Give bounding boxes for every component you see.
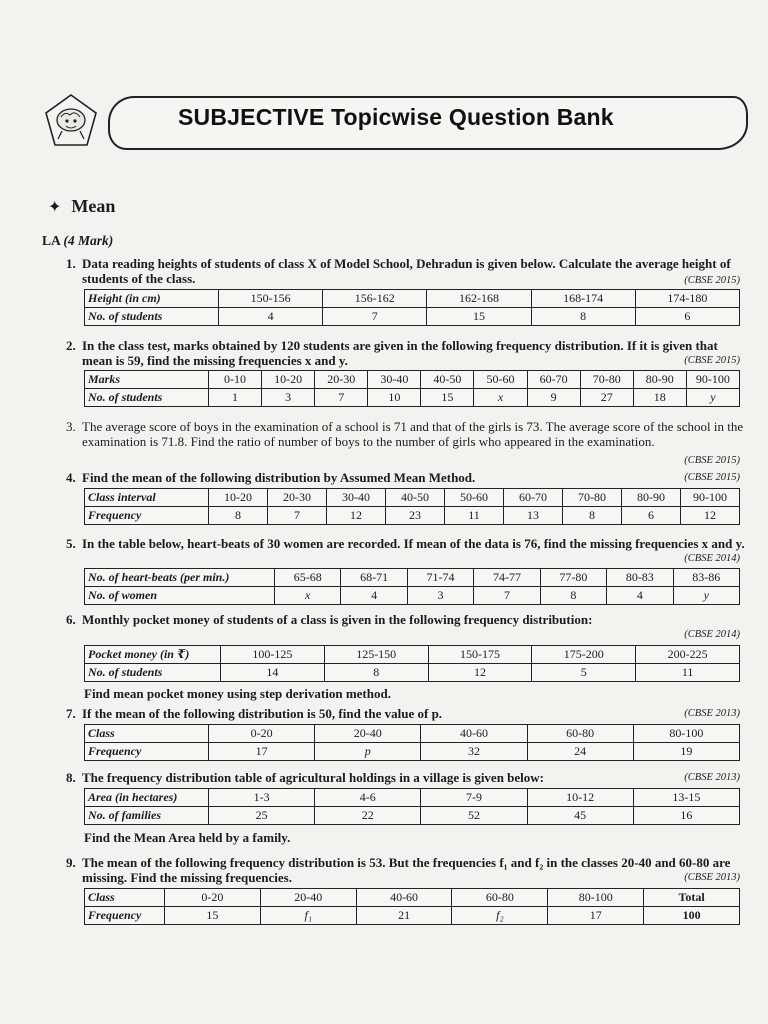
table-cell: 50-60: [445, 489, 504, 507]
table-cell: 80-90: [633, 371, 686, 389]
table-cell: Area (in hectares): [85, 789, 209, 807]
table-row: [85, 907, 740, 925]
question-text: The mean of the following frequency distribution is 53. But the frequencies f₁ and f₂ in the classes 20-40 and 60-80 are missing. Find the missing frequencies.: [82, 855, 731, 885]
table-cell: 175-200: [532, 646, 636, 664]
table-cell: Class interval: [85, 489, 209, 507]
table-cell: 7-9: [421, 789, 527, 807]
table-cell: Class: [85, 725, 209, 743]
table-cell: 52: [421, 807, 527, 825]
question-9: [66, 855, 746, 885]
question-1-source: (CBSE 2015): [684, 275, 740, 286]
sublabel-text: LA: [42, 233, 61, 248]
question-8-source: (CBSE 2013): [684, 772, 740, 783]
table-cell: 9: [527, 389, 580, 407]
table-row: [85, 308, 740, 326]
question-number: 5.: [66, 536, 76, 551]
table-cell: 30-40: [327, 489, 386, 507]
table-cell: 25: [209, 807, 315, 825]
table-cell: 16: [633, 807, 739, 825]
table-cell: 17: [209, 743, 315, 761]
table-cell: 150-175: [428, 646, 532, 664]
table-row: [85, 489, 740, 507]
table-row: [85, 725, 740, 743]
question-2-source: (CBSE 2015): [684, 355, 740, 366]
table-cell: 11: [445, 507, 504, 525]
question-5-table: [84, 568, 740, 605]
table-cell: 15: [165, 907, 261, 925]
table-cell: 4: [341, 587, 407, 605]
question-number: 2.: [66, 338, 76, 353]
table-cell: 162-168: [427, 290, 531, 308]
section-heading: [48, 196, 115, 217]
table-cell: 0-10: [209, 371, 262, 389]
table-cell: 71-74: [407, 569, 473, 587]
question-text: Monthly pocket money of students of a class is given in the following frequency distribution:: [82, 612, 593, 627]
table-cell: 18: [633, 389, 686, 407]
table-cell: No. of heart-beats (per min.): [85, 569, 275, 587]
question-text: Find the mean of the following distribution by Assumed Mean Method.: [82, 470, 476, 485]
table-cell: 0-20: [165, 889, 261, 907]
table-cell: 40-50: [386, 489, 445, 507]
table-cell: Pocket money (in ₹): [85, 646, 221, 664]
question-9-table: [84, 888, 740, 925]
table-cell: 4: [219, 308, 323, 326]
table-cell: 10-20: [262, 371, 315, 389]
table-cell: 65-68: [275, 569, 341, 587]
table-cell: Frequency: [85, 743, 209, 761]
table-cell: 5: [532, 664, 636, 682]
table-row: [85, 389, 740, 407]
table-cell: 8: [324, 664, 428, 682]
table-cell: 4-6: [315, 789, 421, 807]
table-cell: 90-100: [681, 489, 740, 507]
question-7: [66, 706, 746, 721]
table-cell: 23: [386, 507, 445, 525]
table-cell: p: [315, 743, 421, 761]
question-7-source: (CBSE 2013): [684, 708, 740, 719]
table-cell: 10-12: [527, 789, 633, 807]
table-cell: 45: [527, 807, 633, 825]
table-cell: 80-90: [622, 489, 681, 507]
table-cell: 60-80: [527, 725, 633, 743]
question-6: [66, 612, 746, 627]
table-cell: 11: [636, 664, 740, 682]
sublabel-marks: (4 Mark): [63, 233, 114, 248]
table-row: [85, 507, 740, 525]
table-cell: 60-70: [504, 489, 563, 507]
table-cell: 15: [427, 308, 531, 326]
table-cell: 70-80: [563, 489, 622, 507]
question-4-source: (CBSE 2015): [684, 472, 740, 483]
question-5-source: (CBSE 2014): [684, 553, 740, 564]
question-5: [66, 536, 746, 551]
table-cell: Marks: [85, 371, 209, 389]
table-cell: 80-100: [633, 725, 739, 743]
table-cell: 150-156: [219, 290, 323, 308]
question-9-source: (CBSE 2013): [684, 872, 740, 883]
table-cell: f₁: [260, 907, 356, 925]
table-cell: 1-3: [209, 789, 315, 807]
table-cell: Class: [85, 889, 165, 907]
question-6-source: (CBSE 2014): [684, 629, 740, 640]
table-cell: 6: [635, 308, 739, 326]
table-cell: f₂: [452, 907, 548, 925]
table-cell: 3: [407, 587, 473, 605]
question-8-followup: Find the Mean Area held by a family.: [84, 830, 291, 845]
question-number: 8.: [66, 770, 76, 785]
question-4: [66, 470, 746, 485]
table-cell: 70-80: [580, 371, 633, 389]
table-cell: y: [686, 389, 739, 407]
question-number: 1.: [66, 256, 76, 271]
table-cell: 30-40: [368, 371, 421, 389]
table-cell: 3: [262, 389, 315, 407]
table-cell: 8: [540, 587, 606, 605]
table-cell: 20-30: [315, 371, 368, 389]
question-text: Data reading heights of students of class X of Model School, Dehradun is given below. Calculate the average height of students of the class.: [82, 256, 731, 286]
table-cell: 12: [327, 507, 386, 525]
question-1: [66, 256, 746, 286]
question-2: [66, 338, 746, 368]
question-8-table: [84, 788, 740, 825]
section-title: Mean: [71, 196, 116, 216]
question-text: The average score of boys in the examination of a school is 71 and that of the girls is 73. The average score of the school in the examination is 71.8. Find the ratio of number of boys to the number of girls who appeared in the examination.: [82, 419, 744, 449]
table-cell: Frequency: [85, 907, 165, 925]
table-cell: 200-225: [636, 646, 740, 664]
table-cell: 13: [504, 507, 563, 525]
table-cell: 21: [356, 907, 452, 925]
question-number: 4.: [66, 470, 76, 485]
question-7-table: [84, 724, 740, 761]
question-text: In the table below, heart-beats of 30 women are recorded. If mean of the data is 76, find the missing frequencies x and y.: [82, 536, 745, 551]
table-cell: No. of students: [85, 308, 219, 326]
question-number: 6.: [66, 612, 76, 627]
table-cell: 40-60: [356, 889, 452, 907]
question-4-table: [84, 488, 740, 525]
table-cell: 7: [323, 308, 427, 326]
table-cell: 27: [580, 389, 633, 407]
section-sublabel: [42, 233, 113, 249]
question-3: [66, 419, 746, 449]
table-cell: 20-30: [268, 489, 327, 507]
table-cell: 174-180: [635, 290, 739, 308]
table-cell: 83-86: [673, 569, 739, 587]
table-cell: 40-60: [421, 725, 527, 743]
table-row: [85, 587, 740, 605]
table-cell: No. of students: [85, 389, 209, 407]
table-cell: 125-150: [324, 646, 428, 664]
table-cell: 168-174: [531, 290, 635, 308]
table-row: [85, 569, 740, 587]
table-cell: 7: [268, 507, 327, 525]
table-cell: x: [275, 587, 341, 605]
table-cell: 15: [421, 389, 474, 407]
question-text: In the class test, marks obtained by 120 students are given in the following frequency distribution. If it is given that mean is 59, find the missing frequencies x and y.: [82, 338, 718, 368]
table-cell: 14: [221, 664, 325, 682]
question-6-table: [84, 645, 740, 682]
question-number: 7.: [66, 706, 76, 721]
question-1-table: [84, 289, 740, 326]
question-2-table: [84, 370, 740, 407]
table-cell: 24: [527, 743, 633, 761]
table-cell: 60-70: [527, 371, 580, 389]
table-row: [85, 371, 740, 389]
table-row: [85, 743, 740, 761]
table-cell: 10-20: [209, 489, 268, 507]
table-cell: 40-50: [421, 371, 474, 389]
table-cell: 19: [633, 743, 739, 761]
table-cell: 13-15: [633, 789, 739, 807]
table-cell: 4: [607, 587, 673, 605]
table-cell: 20-40: [260, 889, 356, 907]
table-row: [85, 646, 740, 664]
table-cell: 7: [315, 389, 368, 407]
table-cell: 90-100: [686, 371, 739, 389]
table-cell: No. of students: [85, 664, 221, 682]
table-cell: 100-125: [221, 646, 325, 664]
table-cell: Height (in cm): [85, 290, 219, 308]
table-cell: No. of families: [85, 807, 209, 825]
table-cell: 77-80: [540, 569, 606, 587]
table-cell: 10: [368, 389, 421, 407]
table-cell: 100: [644, 907, 740, 925]
table-cell: 8: [531, 308, 635, 326]
table-cell: 7: [474, 587, 540, 605]
table-cell: 12: [681, 507, 740, 525]
table-cell: 32: [421, 743, 527, 761]
question-number: 9.: [66, 855, 76, 870]
question-3-source: (CBSE 2015): [684, 455, 740, 466]
table-cell: 50-60: [474, 371, 527, 389]
page-title: SUBJECTIVE Topicwise Question Bank: [178, 104, 614, 130]
table-cell: 0-20: [209, 725, 315, 743]
table-cell: 68-71: [341, 569, 407, 587]
table-cell: 17: [548, 907, 644, 925]
question-text: The frequency distribution table of agricultural holdings in a village is given below:: [82, 770, 545, 785]
table-cell: 80-83: [607, 569, 673, 587]
question-number: 3.: [66, 419, 76, 434]
table-cell: 8: [209, 507, 268, 525]
table-cell: 60-80: [452, 889, 548, 907]
table-cell: 22: [315, 807, 421, 825]
table-cell: 1: [209, 389, 262, 407]
table-row: [85, 807, 740, 825]
question-text: If the mean of the following distribution is 50, find the value of p.: [82, 706, 443, 721]
table-cell: Frequency: [85, 507, 209, 525]
question-6-followup: Find mean pocket money using step derivation method.: [84, 686, 391, 701]
table-cell: x: [474, 389, 527, 407]
table-row: [85, 290, 740, 308]
table-cell: 156-162: [323, 290, 427, 308]
table-row: [85, 789, 740, 807]
table-cell: 20-40: [315, 725, 421, 743]
table-row: [85, 889, 740, 907]
star-bullet-icon: ✦: [48, 197, 62, 216]
table-cell: 12: [428, 664, 532, 682]
question-8: [66, 770, 746, 785]
table-row: [85, 664, 740, 682]
table-cell: No. of women: [85, 587, 275, 605]
table-cell: 74-77: [474, 569, 540, 587]
table-cell: Total: [644, 889, 740, 907]
table-cell: 80-100: [548, 889, 644, 907]
table-cell: 8: [563, 507, 622, 525]
brain-mascot-icon: [42, 92, 100, 150]
table-cell: 6: [622, 507, 681, 525]
table-cell: y: [673, 587, 739, 605]
